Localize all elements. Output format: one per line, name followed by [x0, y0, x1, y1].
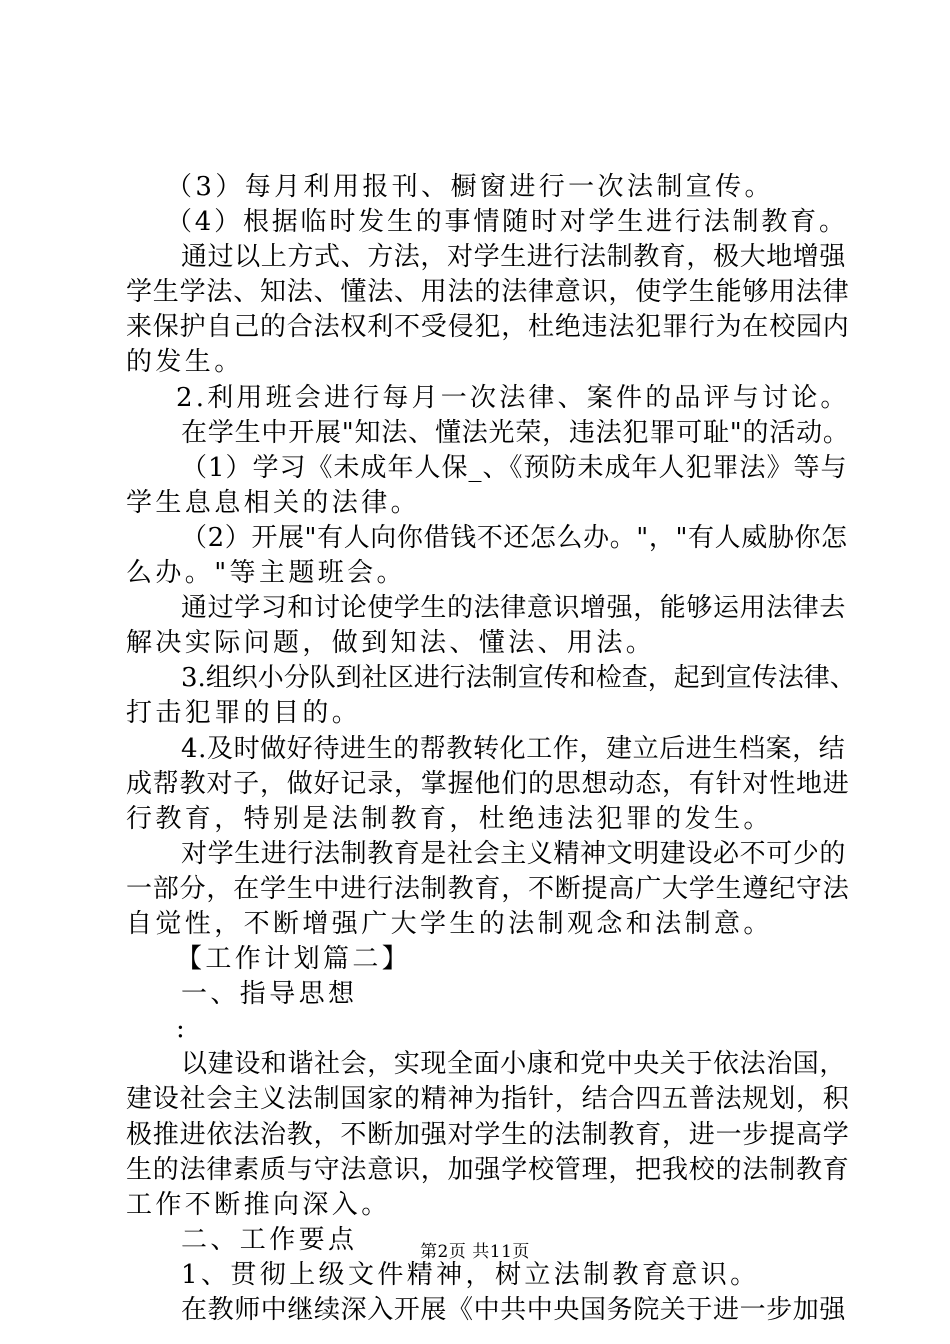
text-line: 生的法律素质与守法意识，加强学校管理，把我校的法制教育	[126, 1154, 850, 1185]
text-line: 二、工作要点	[181, 1224, 358, 1255]
text-line: 通过以上方式、方法，对学生进行法制教育，极大地增强	[181, 242, 847, 273]
text-line: 极推进依法治教，不断加强对学生的法制教育，进一步提高学	[126, 1119, 850, 1150]
text-line: 2.利用班会进行每月一次法律、案件的品评与讨论。	[176, 382, 850, 413]
text-line: 来保护自己的合法权利不受侵犯，杜绝违法犯罪行为在校园内	[126, 312, 850, 343]
text-line: 解决实际问题，做到知法、懂法、用法。	[126, 628, 656, 659]
text-line: 行教育，特别是法制教育，杜绝违法犯罪的发生。	[126, 803, 773, 834]
text-line: 学生学法、知法、懂法、用法的法律意识，使学生能够用法律	[126, 277, 850, 308]
text-line: 1、贯彻上级文件精神，树立法制教育意识。	[181, 1259, 760, 1290]
document-body	[126, 170, 856, 1328]
text-line: 打击犯罪的目的。	[126, 698, 362, 729]
text-line: 通过学习和讨论使学生的法律意识增强，能够运用法律去	[181, 593, 847, 624]
text-line: 4.及时做好待进生的帮教转化工作，建立后进生档案，结	[181, 733, 846, 764]
text-line: 对学生进行法制教育是社会主义精神文明建设必不可少的	[181, 838, 847, 869]
text-line: 么办。"等主题班会。	[126, 558, 406, 589]
text-line: 以建设和谐社会，实现全面小康和党中央关于依法治国，	[181, 1049, 847, 1080]
text-line: 自觉性，不断增强广大学生的法制观念和法制意。	[126, 908, 773, 939]
text-line: （3）每月利用报刊、橱窗进行一次法制宣传。	[166, 172, 774, 202]
text-line: 的发生。	[126, 347, 244, 378]
text-line: 在教师中继续深入开展《中共中央国务院关于进一步加强	[181, 1295, 847, 1325]
text-line: 在学生中开展"知法、懂法光荣，违法犯罪可耻"的活动。	[181, 417, 850, 448]
text-line: 一、指导思想	[181, 979, 358, 1010]
text-line: 一部分，在学生中进行法制教育，不断提高广大学生遵纪守法	[126, 873, 850, 904]
text-line: 建设社会主义法制国家的精神为指针，结合四五普法规划，积	[126, 1084, 850, 1115]
text-line: :	[176, 1014, 189, 1045]
text-line: （2）开展"有人向你借钱不还怎么办。"，"有人威胁你怎	[181, 522, 848, 553]
text-line: 成帮教对子，做好记录，掌握他们的思想动态，有针对性地进	[126, 768, 850, 799]
text-line: 3.组织小分队到社区进行法制宣传和检查，起到宣传法律、	[181, 663, 856, 694]
text-line: 学生息息相关的法律。	[126, 487, 421, 518]
text-line: 工作不断推向深入。	[126, 1189, 391, 1220]
text-line: 【工作计划篇二】	[176, 944, 412, 975]
text-line: （4）根据临时发生的事情随时对学生进行法制教育。	[166, 207, 848, 238]
page-footer: 第2页 共11页	[420, 1242, 530, 1262]
text-line: （1）学习《未成年人保_、《预防未成年人犯罪法》等与	[181, 452, 848, 483]
